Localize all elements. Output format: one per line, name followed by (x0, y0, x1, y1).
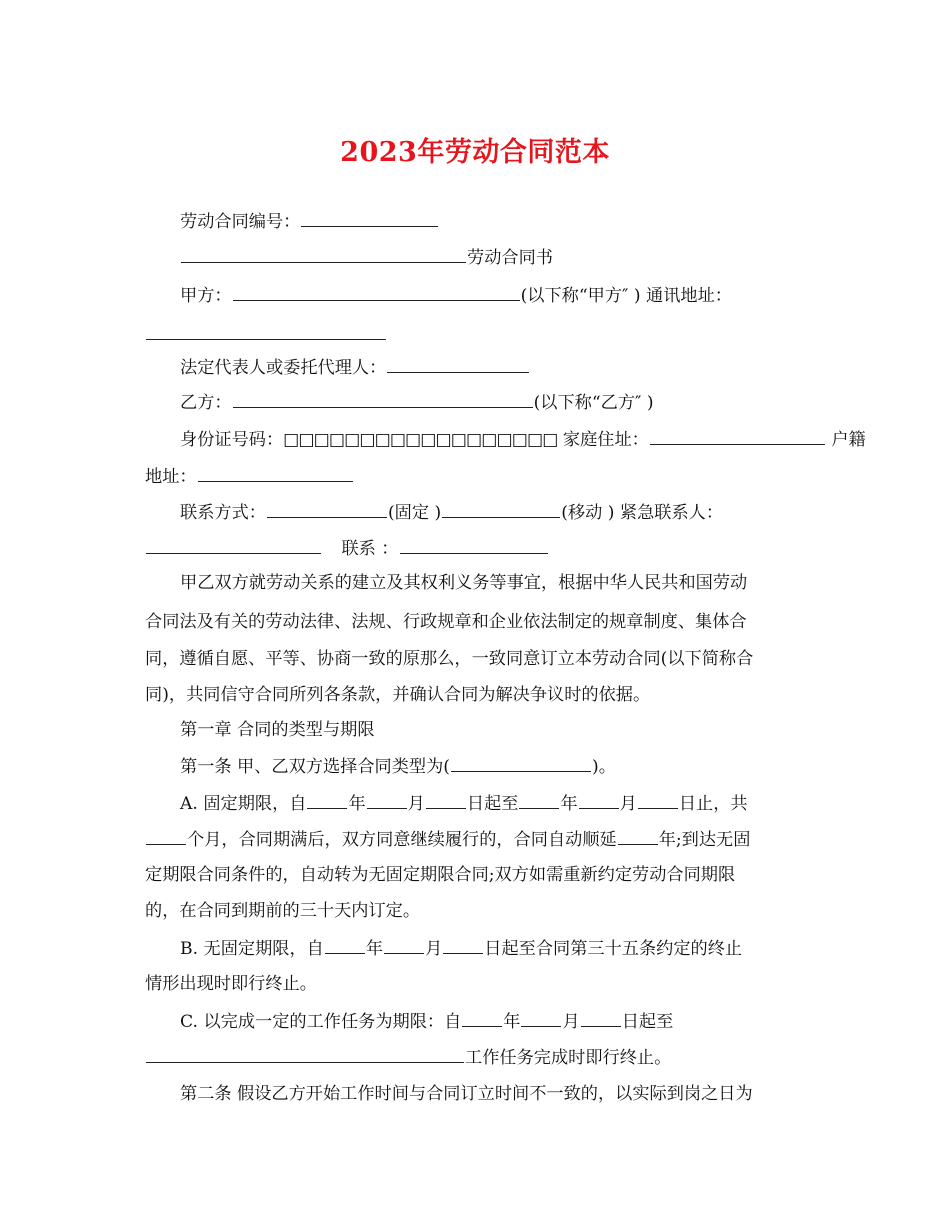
contract-type-blank (451, 754, 591, 772)
fixed-blank (267, 500, 387, 518)
option-a-line-4: 的，在合同到期前的三十天内订定。 (145, 901, 421, 921)
id-boxes: □□□□□□□□□□□□□□□□□□ (283, 430, 558, 450)
hukou-blank (198, 464, 353, 482)
party-a-blank (233, 283, 520, 301)
contract-number-line: 劳动合同编号： (180, 209, 810, 234)
party-a-line: 甲方： (以下称“甲方″ ) 通讯地址： (180, 283, 810, 308)
intro-line-3: 同，遵循自愿、平等、协商一致的原那么，一致同意订立本劳动合同(以下简称合 (145, 649, 754, 669)
mobile-blank (442, 500, 560, 518)
address-line (145, 322, 810, 347)
address-blank (146, 322, 386, 340)
emergency-blank (146, 536, 321, 554)
article-1: 第一条 甲、乙双方选择合同类型为( )。 (180, 754, 810, 779)
intro-line-1: 甲乙双方就劳动关系的建立及其权利义务等事宜，根据中华人民共和国劳动 (180, 573, 748, 593)
document-title: 2023年劳动合同范本 (340, 137, 610, 168)
emergency-line: 联系 ： (145, 536, 810, 561)
option-a-line-3: 定期限合同条件的，自动转为无固定期限合同;双方如需重新约定劳动合同期限 (145, 865, 736, 885)
chapter-1-heading: 第一章 合同的类型与期限 (180, 720, 375, 740)
hukou-line: 地址： (145, 464, 810, 489)
contract-number-blank (301, 209, 438, 227)
home-blank (650, 427, 825, 445)
option-c-line-2: 工作任务完成时即行终止。 (145, 1045, 810, 1070)
contact-line: 联系方式： (固定 ) (移动 ) 紧急联系人： (180, 500, 810, 525)
id-line: 身份证号码：□□□□□□□□□□□□□□□□□□ 家庭住址： 户籍 (180, 427, 810, 452)
contract-book-line: 劳动合同书 (180, 245, 810, 270)
task-blank (146, 1045, 464, 1063)
legal-rep-line: 法定代表人或委托代理人： (180, 355, 810, 380)
option-b-line-2: 情形出现时即行终止。 (145, 974, 317, 994)
intro-line-4: 同)，共同信守合同所列各条款，并确认合同为解决争议时的依据。 (145, 685, 651, 705)
party-b-line: 乙方： (以下称“乙方″ ) (180, 390, 810, 415)
legal-rep-blank (387, 355, 529, 373)
option-b-line-1: B. 无固定期限，自 年 月 日起至合同第三十五条约定的终止 (180, 936, 810, 961)
contract-book-blank (181, 245, 466, 263)
intro-line-2: 合同法及有关的劳动法律、法规、行政规章和企业依法制定的规章制度、集体合 (145, 612, 747, 632)
article-2: 第二条 假设乙方开始工作时间与合同订立时间不一致的，以实际到岗之日为 (180, 1084, 753, 1104)
party-b-blank (233, 390, 533, 408)
contact2-blank (400, 536, 548, 554)
option-c-line-1: C. 以完成一定的工作任务为期限：自 年 月 日起至 (180, 1009, 810, 1034)
option-a-line-2: 个月，合同期满后，双方同意继续履行的，合同自动顺延 年;到达无固 (145, 827, 810, 852)
option-a-line-1: A. 固定期限，自 年 月 日起至 年 月 日止，共 (180, 791, 810, 816)
